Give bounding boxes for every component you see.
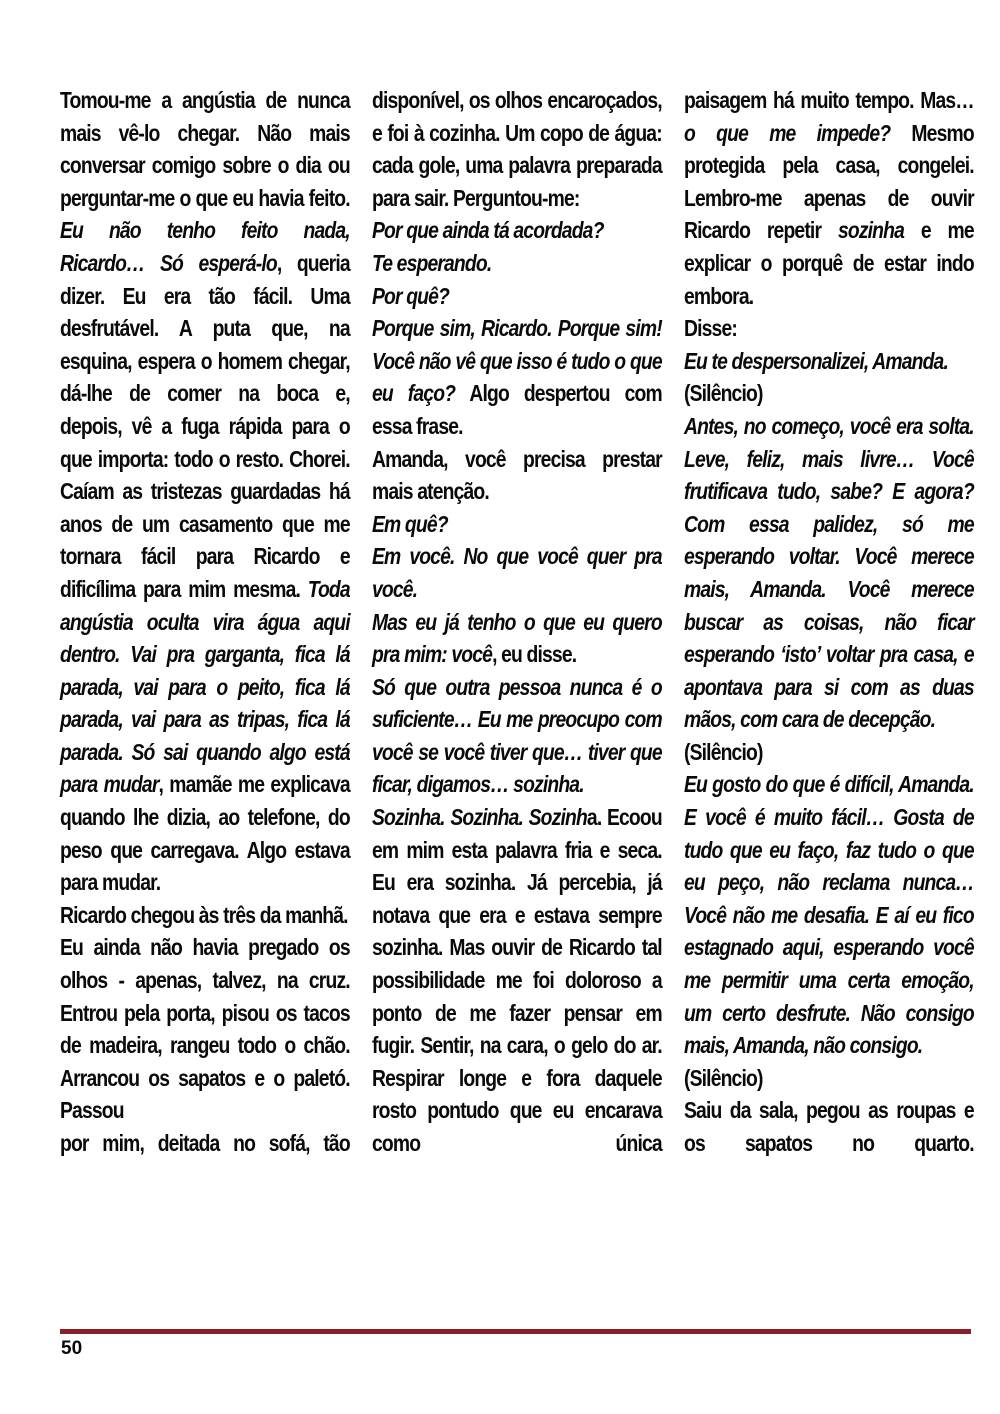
paragraph <box>684 312 974 345</box>
paragraph <box>372 280 662 313</box>
text-run: (Silêncio) <box>684 738 763 765</box>
text-run: paisagem há muito tempo. Mas… <box>684 87 974 113</box>
text-run: , mamãe me explicava quando lhe dizia, ao telefone, do peso que carregava. Algo estava para mudar. <box>60 771 350 896</box>
text-run: e me explicar o porquê de estar indo embora. <box>684 217 974 309</box>
paragraph <box>372 443 662 508</box>
text-run: Mesmo protegida pela casa, congelei. Lembro-me apenas de ouvir Ricardo repetir <box>684 119 974 244</box>
text-run: Tomou-me a angústia de nunca mais vê-lo chegar. Não mais conversar comigo sobre o dia ou perguntar-me o que eu havia feito. <box>60 87 350 211</box>
paragraph <box>372 214 662 247</box>
text-column-1 <box>60 84 350 1160</box>
paragraph <box>372 606 662 671</box>
text-run: (Silêncio) <box>684 1064 763 1091</box>
text-run: por mim, deitada no sofá, tão <box>60 1130 350 1156</box>
paragraph <box>60 1127 350 1160</box>
paragraph <box>372 312 662 442</box>
italic-text-run: o que me impede? <box>684 119 891 146</box>
text-column-2 <box>372 84 662 1160</box>
paragraph <box>372 540 662 605</box>
italic-text-run: Eu te despersonalizei, Amanda. <box>684 347 948 374</box>
paragraph <box>684 84 974 312</box>
paragraph <box>372 801 662 1160</box>
italic-text-run: Em quê? <box>372 510 448 537</box>
italic-text-run: Porque sim, Ricardo. Porque sim! Você não vê que isso é tudo o que eu faço? <box>372 315 662 407</box>
paragraph <box>684 345 974 378</box>
italic-text-run: Eu não tenho feito nada, Ricardo… Só esperá-lo <box>60 217 350 276</box>
paragraph <box>684 768 974 1061</box>
italic-text-run: Mas eu já tenho o que eu quero pra mim: você <box>372 608 662 668</box>
paragraph <box>372 671 662 801</box>
paragraph <box>60 899 350 932</box>
italic-text-run: Sozinha. Sozinha. Sozinh <box>372 804 587 831</box>
text-run: , queria dizer. Eu era tão fácil. Uma desfrutável. A puta que, na esquina, espera o homem chegar, dá-lhe de comer na boca e, depois, vê a fuga rápida para o que importa: todo o resto. Chorei. Caíam as tristezas guardadas há anos de um casamento que me tornara fácil para Ricardo e dificílima para mim mesma. <box>60 249 350 602</box>
text-run: , eu disse. <box>492 641 577 668</box>
italic-text-run: Te esperando. <box>372 249 492 276</box>
page-number: 50 <box>61 1338 83 1359</box>
text-run: Amanda, você precisa prestar mais atenção. <box>372 445 662 505</box>
paragraph <box>60 931 350 1127</box>
paragraph <box>684 736 974 769</box>
italic-text-run: Em você. No que você quer pra você. <box>372 543 662 602</box>
paragraph <box>60 84 350 899</box>
italic-text-run: Toda angústia oculta vira água aqui dentro. Vai pra garganta, fica lá parada, vai para o peito, fica lá parada, vai para as tripas, fica lá parada. Só sai quando algo está para mudar <box>60 575 350 798</box>
text-column-3 <box>684 84 974 1160</box>
italic-text-run: Eu gosto do que é difícil, Amanda. E você é muito fácil… Gosta de tudo que eu faço, faz tudo o que eu peço, não reclama nunca… Você não me desafia. E aí eu fico estagnado aqui, esperando você me permitir uma certa emoção, um certo desfrute. Não consigo mais, Amanda, não consigo. <box>684 771 974 1059</box>
text-run: Eu ainda não havia pregado os olhos - apenas, talvez, na cruz. Entrou pela porta, pisou os tacos de madeira, rangeu todo o chão. Arrancou os sapatos e o paletó. Passou <box>60 934 350 1124</box>
text-run: Algo despertou com essa frase. <box>372 380 662 439</box>
paragraph <box>372 84 662 214</box>
text-run: a. Ecoou em mim esta palavra fria e seca. Eu era sozinha. Já percebia, já notava que era e estava sempre sozinha. Mas ouvir de Ricardo tal possibilidade me foi doloroso a ponto de me fazer pensar em fugir. Sentir, na cara, o gelo do ar. Respirar longe e fora daquele rosto pontudo que eu encarava como única <box>372 804 662 1156</box>
paragraph <box>684 1062 974 1095</box>
italic-text-run: Só que outra pessoa nunca é o suficiente… Eu me preocupo com você se você tiver que… tiver que ficar, digamos… sozinha. <box>372 673 662 798</box>
text-run: Saiu da sala, pegou as roupas e os sapatos no quarto. <box>684 1097 974 1156</box>
italic-text-run: Por que ainda tá acordada? <box>372 217 604 244</box>
text-run: Disse: <box>684 315 737 342</box>
text-run: (Silêncio) <box>684 380 763 407</box>
text-run: Ricardo chegou às três da manhã. <box>60 901 348 928</box>
italic-text-run: sozinha <box>837 217 905 244</box>
paragraph <box>372 247 662 280</box>
text-run: disponível, os olhos encaroçados, e foi à cozinha. Um copo de água: cada gole, uma palavra preparada para sair. Perguntou-me: <box>372 87 662 211</box>
paragraph <box>684 377 974 410</box>
paragraph <box>684 1094 974 1159</box>
footer-rule <box>60 1329 971 1334</box>
paragraph <box>372 508 662 541</box>
italic-text-run: Por quê? <box>372 282 450 309</box>
paragraph <box>684 410 974 736</box>
italic-text-run: Antes, no começo, você era solta. Leve, feliz, mais livre… Você frutificava tudo, sabe? E agora? Com essa palidez, só me esperando voltar. Você merece mais, Amanda. Você merece buscar as coisas, não ficar esperando ‘isto’ voltar pra casa, e apontava para si com as duas mãos, com cara de decepção. <box>684 412 974 733</box>
